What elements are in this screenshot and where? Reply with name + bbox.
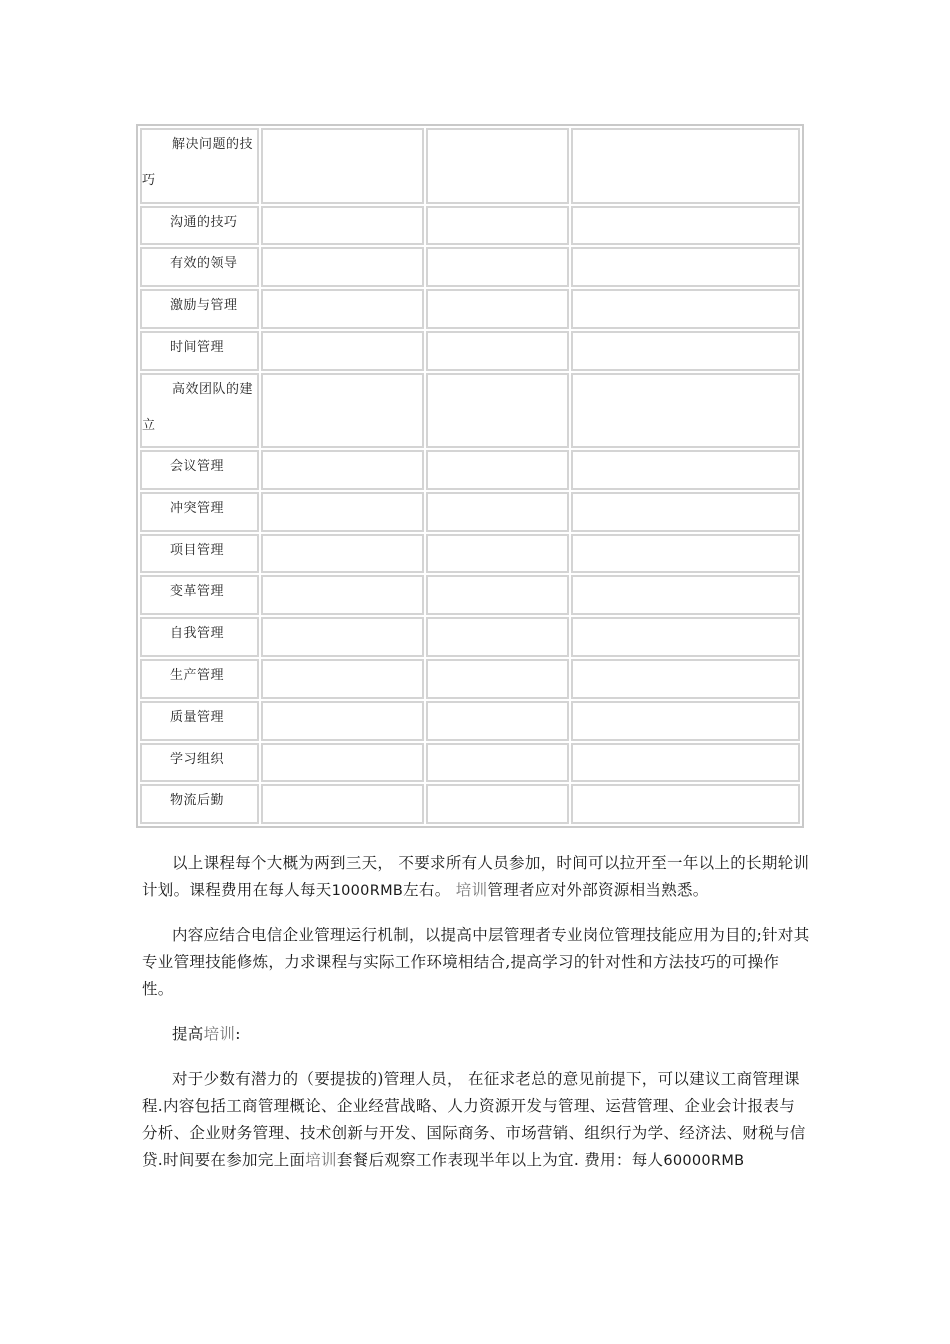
- empty-cell: [571, 492, 800, 532]
- empty-cell: [261, 492, 424, 532]
- table-row: [140, 617, 800, 657]
- empty-cell: [571, 575, 800, 615]
- empty-cell: [261, 289, 424, 329]
- course-name-cell: [140, 289, 259, 329]
- empty-cell: [571, 128, 800, 204]
- course-name: 自我管理: [170, 626, 225, 642]
- empty-cell: [426, 450, 569, 490]
- table-row: [140, 331, 800, 371]
- link-training[interactable]: 培训: [203, 1025, 236, 1043]
- empty-cell: [426, 701, 569, 741]
- paragraph-text: 左右。: [403, 881, 451, 899]
- course-table: [136, 124, 804, 828]
- empty-cell: [426, 492, 569, 532]
- empty-cell: [426, 206, 569, 246]
- heading-text: 提高: [172, 1025, 204, 1043]
- course-name: 时间管理: [170, 339, 225, 355]
- empty-cell: [571, 373, 800, 449]
- course-name-cell: [140, 206, 259, 246]
- paragraph-text: 套餐后观察工作表现半年以上为宜. 费用：每人: [336, 1151, 664, 1169]
- course-name: 学习组织: [170, 751, 225, 767]
- course-name-cell: [140, 617, 259, 657]
- table-row: [140, 492, 800, 532]
- paragraph-text: 以上课程每个大概为两到三天， 不要求所有人员参加，时间可以拉开至一年以上的长期轮训计划。课程费用在每人每天: [142, 854, 810, 899]
- daily-fee: 1000RMB: [331, 883, 404, 899]
- table-row: [140, 743, 800, 783]
- course-name: 变革管理: [170, 584, 225, 600]
- course-name-cell: [140, 534, 259, 574]
- empty-cell: [261, 659, 424, 699]
- empty-cell: [261, 534, 424, 574]
- empty-cell: [261, 784, 424, 824]
- table-row: [140, 289, 800, 329]
- total-fee: 60000RMB: [663, 1153, 745, 1169]
- empty-cell: [571, 450, 800, 490]
- course-name-cell: [140, 701, 259, 741]
- empty-cell: [261, 247, 424, 287]
- empty-cell: [261, 128, 424, 204]
- course-name-cell: [140, 743, 259, 783]
- table-row: [140, 575, 800, 615]
- empty-cell: [261, 206, 424, 246]
- empty-cell: [571, 701, 800, 741]
- empty-cell: [426, 575, 569, 615]
- empty-cell: [261, 575, 424, 615]
- empty-cell: [571, 289, 800, 329]
- course-name: 生产管理: [170, 667, 225, 683]
- paragraph-content-goal: [142, 922, 810, 1003]
- course-name: 会议管理: [170, 459, 225, 475]
- paragraph-text: 对于少数有潜力的（要提拔的)管理人员， 在征求老总的意见前提下，可以建议工商管理课程.内容包括工商管理概论、企业经营战略、人力资源开发与管理、运营管理、企业会计报表与分析、企业财务管理、技术创新与开发、国际商务、市场营销、组织行为学、经济法、财税与信贷.时间要在参加完上面: [142, 1070, 806, 1169]
- paragraph-text: 管理者应对外部资源相当熟悉。: [487, 881, 709, 899]
- table-row: [140, 128, 800, 204]
- empty-cell: [571, 784, 800, 824]
- empty-cell: [571, 247, 800, 287]
- empty-cell: [426, 373, 569, 449]
- paragraph-course-duration: [142, 850, 810, 905]
- table-row: [140, 534, 800, 574]
- link-training[interactable]: 培训: [455, 881, 488, 899]
- course-name: 有效的领导: [170, 256, 238, 272]
- empty-cell: [571, 659, 800, 699]
- paragraph-mba-course: [142, 1066, 810, 1175]
- course-name: 物流后勤: [170, 793, 225, 809]
- empty-cell: [426, 128, 569, 204]
- empty-cell: [426, 743, 569, 783]
- empty-cell: [426, 247, 569, 287]
- paragraph-text: 内容应结合电信企业管理运行机制，以提高中层管理者专业岗位管理技能应用为目的;针对其专业管理技能修炼，力求课程与实际工作环境相结合,提高学习的针对性和方法技巧的可操作性。: [142, 926, 810, 998]
- empty-cell: [261, 743, 424, 783]
- course-name-cell: [140, 784, 259, 824]
- table-row: [140, 373, 800, 449]
- course-name: 质量管理: [170, 709, 225, 725]
- table-row: [140, 206, 800, 246]
- course-name: 项目管理: [170, 542, 225, 558]
- table-row: [140, 659, 800, 699]
- table-row: [140, 701, 800, 741]
- course-name: 沟通的技巧: [170, 214, 238, 230]
- course-name-cell: [140, 492, 259, 532]
- empty-cell: [426, 289, 569, 329]
- course-name-cell: [140, 331, 259, 371]
- course-name: 冲突管理: [170, 500, 225, 516]
- empty-cell: [571, 331, 800, 371]
- course-name-cell: [140, 575, 259, 615]
- empty-cell: [426, 659, 569, 699]
- table-row: [140, 784, 800, 824]
- table-row: [140, 247, 800, 287]
- course-name: 激励与管理: [170, 298, 238, 314]
- course-name-cell: [140, 373, 259, 449]
- course-name-cell: [140, 450, 259, 490]
- heading-text: :: [235, 1025, 241, 1043]
- empty-cell: [426, 617, 569, 657]
- empty-cell: [571, 534, 800, 574]
- section-heading-advanced-training: [142, 1021, 810, 1048]
- course-name-cell: [140, 247, 259, 287]
- table-row: [140, 450, 800, 490]
- link-training[interactable]: 培训: [305, 1151, 337, 1169]
- empty-cell: [261, 617, 424, 657]
- empty-cell: [261, 331, 424, 371]
- course-name: 解决问题的技巧: [142, 137, 254, 188]
- empty-cell: [426, 784, 569, 824]
- empty-cell: [261, 373, 424, 449]
- empty-cell: [261, 450, 424, 490]
- empty-cell: [571, 206, 800, 246]
- course-name-cell: [140, 659, 259, 699]
- course-name: 高效团队的建立: [142, 381, 254, 433]
- empty-cell: [426, 331, 569, 371]
- course-name-cell: [140, 128, 259, 204]
- empty-cell: [261, 701, 424, 741]
- empty-cell: [571, 617, 800, 657]
- empty-cell: [571, 743, 800, 783]
- empty-cell: [426, 534, 569, 574]
